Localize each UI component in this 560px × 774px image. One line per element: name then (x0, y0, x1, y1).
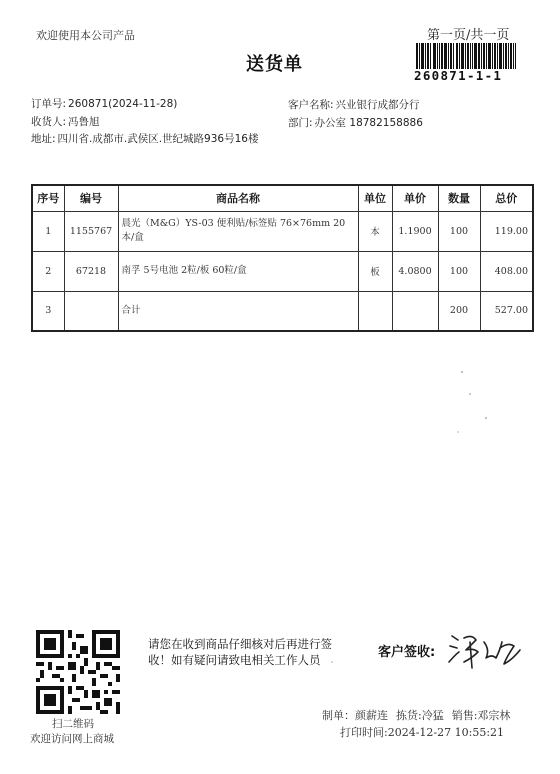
row-name: 南孚 5号电池 2粒/板 60粒/盒 (118, 251, 358, 291)
customer-value: 兴业银行成都分行 (335, 99, 420, 111)
department-label: 部门: (288, 117, 313, 129)
address (31, 131, 258, 146)
document-title: 送货单 (246, 54, 303, 75)
print-time: 打印时间:2024-12-27 10:55:21 (340, 726, 505, 739)
row-code: 67218 (64, 251, 118, 291)
receiver-value: 冯鲁旭 (68, 116, 100, 128)
row-seq: 3 (32, 291, 64, 331)
row-total: 527.00 (480, 291, 533, 331)
row-unit (358, 291, 392, 331)
address-label: 地址: (31, 133, 56, 145)
row-total: 119.00 (480, 211, 533, 251)
column-header: 单价 (392, 185, 438, 211)
department (288, 115, 423, 130)
column-header: 单位 (358, 185, 392, 211)
handwritten-signature (446, 628, 526, 672)
order-number (31, 96, 177, 111)
address-value: 四川省.成都市.武侯区.世纪城路936号16楼 (57, 133, 259, 145)
table-total-row (32, 291, 533, 331)
table-row (32, 251, 533, 291)
barcode-image (416, 43, 516, 69)
row-name: 晨光（M&G）YS-03 便利贴/标签贴 76×76mm 20本/盒 (118, 211, 358, 251)
staff-info (322, 707, 518, 723)
customer-sign-label: 客户签收: (378, 645, 436, 660)
row-unit: 板 (358, 251, 392, 291)
column-header: 编号 (64, 185, 118, 211)
row-total: 408.00 (480, 251, 533, 291)
receiver (31, 114, 100, 129)
column-header: 数量 (438, 185, 480, 211)
order-number-label: 订单号: (31, 98, 67, 110)
notice-text: 请您在收到商品仔细核对后再进行签收！如有疑问请致电相关工作人员 (148, 637, 332, 667)
row-seq: 2 (32, 251, 64, 291)
order-number-value: 260871(2024-11-28) (68, 98, 178, 110)
row-code (64, 291, 118, 331)
row-price: 4.0800 (392, 251, 438, 291)
maker-text: 制单：颜薪连 (322, 709, 388, 722)
qr-caption-visit: 欢迎访问网上商城 (30, 733, 114, 745)
receiver-label: 收货人: (31, 116, 67, 128)
goods-table (31, 184, 534, 332)
table-row (32, 211, 533, 251)
department-value: 办公室 18782158886 (314, 117, 423, 129)
barcode-number: 260871-1-1 (414, 68, 503, 83)
column-header: 序号 (32, 185, 64, 211)
row-unit: 本 (358, 211, 392, 251)
row-qty: 100 (438, 211, 480, 251)
column-header: 商品名称 (118, 185, 358, 211)
row-name: 合计 (118, 291, 358, 331)
welcome-text: 欢迎使用本公司产品 (36, 29, 135, 42)
picker-text: 拣货:冷猛 (396, 709, 444, 722)
qr-caption-scan: 扫二维码 (52, 718, 94, 730)
customer-name (288, 97, 420, 112)
table-header-row (32, 185, 533, 211)
row-qty: 200 (438, 291, 480, 331)
column-header: 总价 (480, 185, 533, 211)
sales-text: 销售:邓宗林 (451, 709, 511, 722)
row-code: 1155767 (64, 211, 118, 251)
row-qty: 100 (438, 251, 480, 291)
customer-label: 客户名称: (288, 99, 334, 111)
qr-code-image[interactable] (36, 630, 120, 714)
row-price (392, 291, 438, 331)
row-price: 1.1900 (392, 211, 438, 251)
row-seq: 1 (32, 211, 64, 251)
page-indicator: 第一页/共一页 (427, 28, 510, 43)
